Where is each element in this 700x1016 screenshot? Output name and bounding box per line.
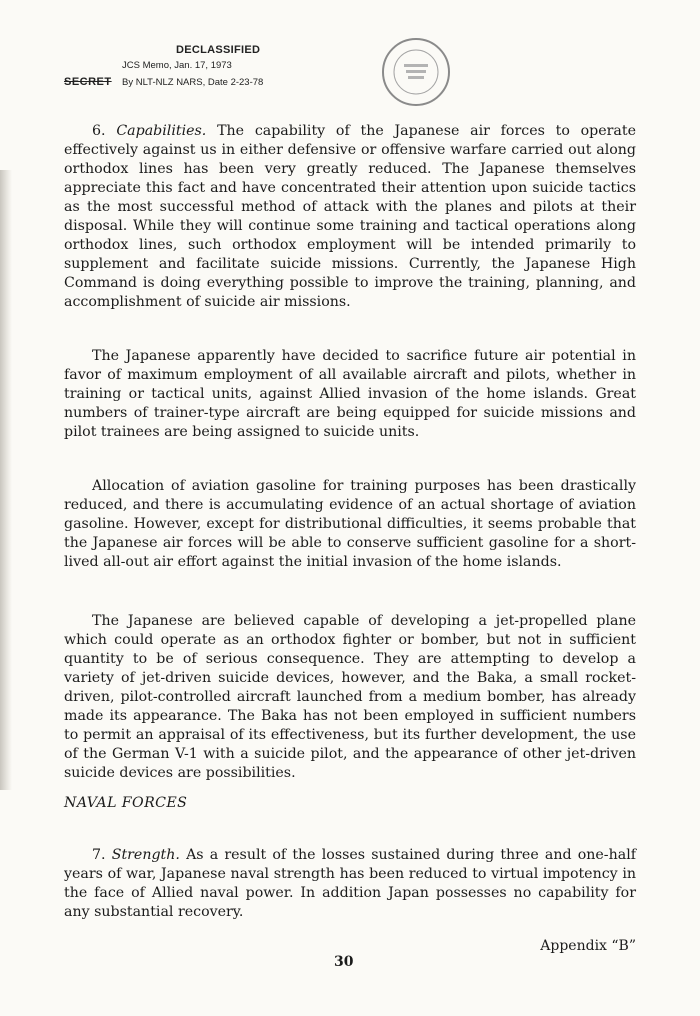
paragraph-lead: Capabilities. [116,123,207,139]
appendix-label: Appendix “B” [540,938,636,954]
secret-marking: SECRET [64,76,112,88]
paragraph-number: 6. [92,123,106,139]
paragraph-text: The capability of the Japanese air forces to operate effectively against us in either defensive or offensive warfare carried out along orthodox lines has been very greatly reduced. The Japanese themselves appreciate this fact and have concentrated their attention upon suicide tactics as the most successful method of attack with the planes and pilots at their disposal. While they will continue some training and tactical operations along orthodox lines, such orthodox employment will be intended primarily to supplement and facilitate suicide missions. Currently, the Japanese High Command is doing everything possible to improve the training, planning, and accomplishment of suicide air missions. [64,123,636,310]
capabilities-section [64,122,636,783]
jcs-memo-line: JCS Memo, Jan. 17, 1973 [122,60,232,71]
library-seal-icon [380,36,452,108]
declassified-label: DECLASSIFIED [176,44,261,56]
binding-edge [0,170,12,790]
paragraph-text: As a result of the losses sustained during three and one-half years of war, Japanese naval strength has been reduced to virtual impotency in the face of Allied naval power. In addition Japan possesses no capability for any substantial recovery. [64,847,636,920]
paragraph-jet-devices: The Japanese are believed capable of developing a jet-propelled plane which could operate as an orthodox fighter or bomber, but not in sufficient quantity to be of serious consequence. They are attempting to develop a variety of jet-driven suicide devices, however, and the Baka, a small rocket-driven, pilot-controlled aircraft launched from a medium bomber, has already made its appearance. The Baka has not been employed in sufficient numbers to permit an appraisal of its effectiveness, but its further development, the use of the German V-1 with a suicide pilot, and the appearance of other jet-driven suicide devices are possibilities. [64,613,636,781]
paragraph-number: 7. [92,847,106,863]
naval-section [64,846,636,922]
paragraph-aviation-gasoline: Allocation of aviation gasoline for training purposes has been drastically reduced, and there is accumulating evidence of an actual shortage of aviation gasoline. However, except for distributional difficulties, it seems probable that the Japanese air forces will be able to conserve sufficient gasoline for a short-lived all-out air effort against the initial invasion of the home islands. [64,478,636,570]
paragraph-air-potential: The Japanese apparently have decided to sacrifice future air potential in favor of maximum employment of all available aircraft and pilots, whether in training or tactical units, against Allied invasion of the home islands. Great numbers of trainer-type aircraft are being equipped for suicide missions and pilot trainees are being assigned to suicide units. [64,348,636,440]
paragraph-capabilities [64,122,636,312]
nars-authorization-line: By NLT-NLZ NARS, Date 2-23-78 [122,77,264,88]
section-heading-naval-forces: NAVAL FORCES [64,795,188,811]
paragraph-lead: Strength. [111,847,180,863]
page-number: 30 [334,954,354,970]
paragraph-naval-strength [64,846,636,922]
